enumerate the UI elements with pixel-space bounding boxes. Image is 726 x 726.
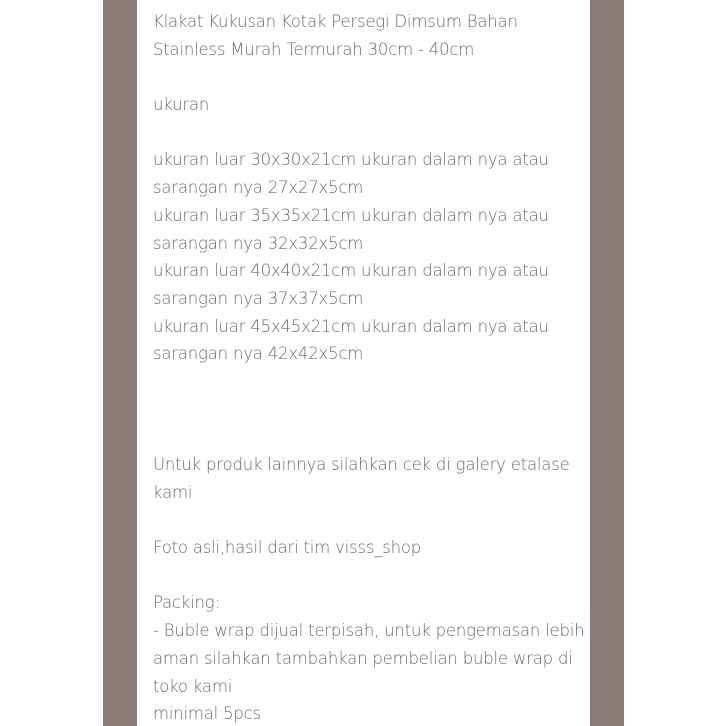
size-heading: ukuran xyxy=(153,95,210,115)
spacer xyxy=(153,396,585,424)
spacer xyxy=(153,119,585,147)
photo-note: Foto asli,hasil dari tim visss_shop xyxy=(153,538,422,558)
packing-line-3: toko kami xyxy=(153,676,233,696)
spacer xyxy=(153,63,585,91)
left-border-bar xyxy=(103,0,137,726)
size-line: ukuran luar 40x40x21cm ukuran dalam nya atau xyxy=(153,261,549,281)
spacer xyxy=(153,423,585,451)
packing-line-2: aman silahkan tambahkan pembelian buble wrap di xyxy=(153,648,573,668)
gallery-note-line-2: kami xyxy=(153,482,193,502)
minimum-order: minimal 5pcs xyxy=(153,704,261,724)
title-line-1: Klakat Kukusan Kotak Persegi Dimsum Bahan xyxy=(153,12,518,31)
spacer xyxy=(153,562,585,590)
title-line-2: Stainless Murah Termurah 30cm - 40cm xyxy=(153,39,475,59)
spacer xyxy=(153,368,585,396)
size-line: sarangan nya 32x32x5cm xyxy=(153,233,364,253)
packing-heading: Packing: xyxy=(153,593,220,613)
spacer xyxy=(153,506,585,534)
packing-line-1: - Buble wrap dijual terpisah, untuk pengemasan lebih xyxy=(153,621,585,641)
right-border-bar xyxy=(590,0,624,726)
size-line: ukuran luar 35x35x21cm ukuran dalam nya atau xyxy=(153,205,549,225)
size-line: sarangan nya 42x42x5cm xyxy=(153,344,364,364)
size-line: sarangan nya 27x27x5cm xyxy=(153,178,364,198)
gallery-note-line-1: Untuk produk lainnya silahkan cek di galery etalase xyxy=(153,455,570,474)
size-line: sarangan nya 37x37x5cm xyxy=(153,288,364,308)
product-description xyxy=(153,8,585,726)
size-line: ukuran luar 30x30x21cm ukuran dalam nya atau xyxy=(153,150,549,170)
size-line: ukuran luar 45x45x21cm ukuran dalam nya atau xyxy=(153,316,549,336)
